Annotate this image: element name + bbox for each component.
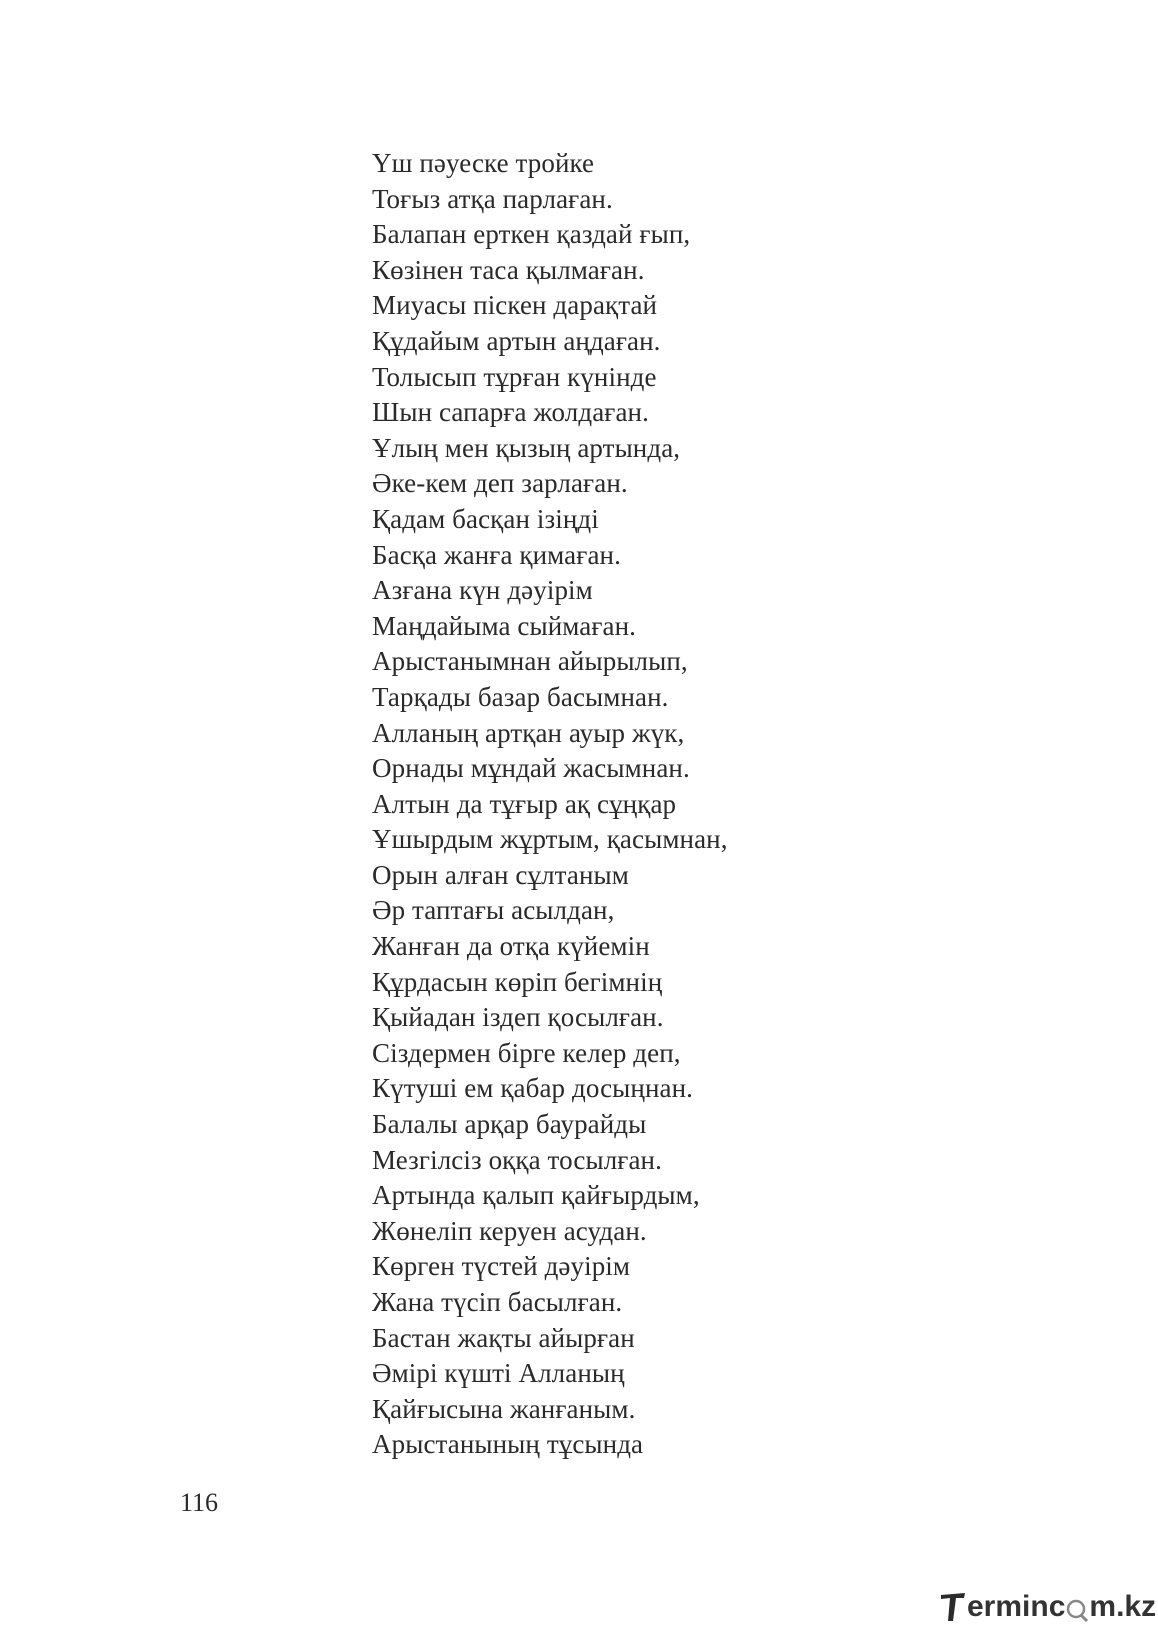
poem-line: Орнады мұндай жасымнан.	[372, 753, 690, 784]
poem-line: Арыстанымнан айырылып,	[372, 646, 688, 677]
poem-line: Азғана күн дәуірім	[372, 575, 593, 606]
poem-line: Ұшырдым жұртым, қасымнан,	[372, 824, 728, 855]
watermark-logo	[940, 1582, 1156, 1622]
poem-line: Қадам басқан ізіңді	[372, 503, 599, 534]
poem-line: Үш пәуеске тройке	[372, 148, 595, 178]
poem-line: Күтуші ем қабар досыңнан.	[372, 1073, 694, 1104]
poem-line: Құрдасын көріп бегімнің	[372, 966, 663, 997]
poem-line: Алтын да тұғыр ақ сұңқар	[372, 788, 677, 819]
poem-line: Балапан ерткен қаздай ғып,	[372, 219, 691, 250]
poem-line: Сіздермен бірге келер деп,	[372, 1037, 681, 1068]
poem-line: Балалы арқар баурайды	[372, 1109, 647, 1140]
page-number: 116	[180, 1488, 219, 1517]
poem-line: Орын алған сұлтаным	[372, 859, 629, 890]
poem-text	[372, 146, 728, 1463]
poem-line: Жөнеліп керуен асудан.	[372, 1215, 647, 1246]
poem-line: Мезгілсіз оққа тосылған.	[372, 1144, 662, 1175]
poem-line: Ұлың мен қызың артында,	[372, 432, 681, 463]
search-icon	[1065, 1592, 1089, 1622]
poem-line: Толысып тұрған күнінде	[372, 361, 657, 392]
poem-line: Жанған да отқа күйемін	[372, 931, 650, 962]
poem-line: Көзінен таса қылмаған.	[372, 254, 645, 285]
poem-line: Қайғысына жанғаным.	[372, 1393, 636, 1424]
t-letter-logo-icon	[940, 1592, 966, 1622]
poem-line: Қыйадан іздеп қосылған.	[372, 1002, 664, 1033]
poem-line: Миуасы піскен дарақтай	[372, 290, 658, 321]
poem-line: Арыстанының тұсында	[372, 1429, 644, 1460]
poem-line: Басқа жанға қимаған.	[372, 539, 621, 570]
poem-line: Тарқады базар басымнан.	[372, 681, 669, 712]
poem-line: Бастан жақты айырған	[372, 1322, 635, 1353]
watermark-text: erminc	[967, 1590, 1066, 1623]
poem-line: Құдайым артын аңдаған.	[372, 325, 661, 356]
poem-line: Артында қалып қайғырдым,	[372, 1180, 700, 1211]
watermark-domain: m.kz	[1089, 1590, 1157, 1623]
poem-line: Тоғыз атқа парлаған.	[372, 183, 613, 214]
poem-line: Жана түсіп басылған.	[372, 1287, 623, 1317]
poem-line: Әке-кем деп зарлаған.	[372, 468, 628, 499]
poem-line: Әмірі күшті Алланың	[372, 1358, 625, 1389]
poem-line: Шын сапарға жолдаған.	[372, 397, 649, 428]
poem-line: Көрген түстей дәуірім	[372, 1251, 631, 1282]
poem-line: Әр таптағы асылдан,	[372, 895, 615, 926]
poem-line: Маңдайыма сыймаған.	[372, 610, 637, 641]
poem-line: Алланың артқан ауыр жүк,	[372, 717, 685, 748]
